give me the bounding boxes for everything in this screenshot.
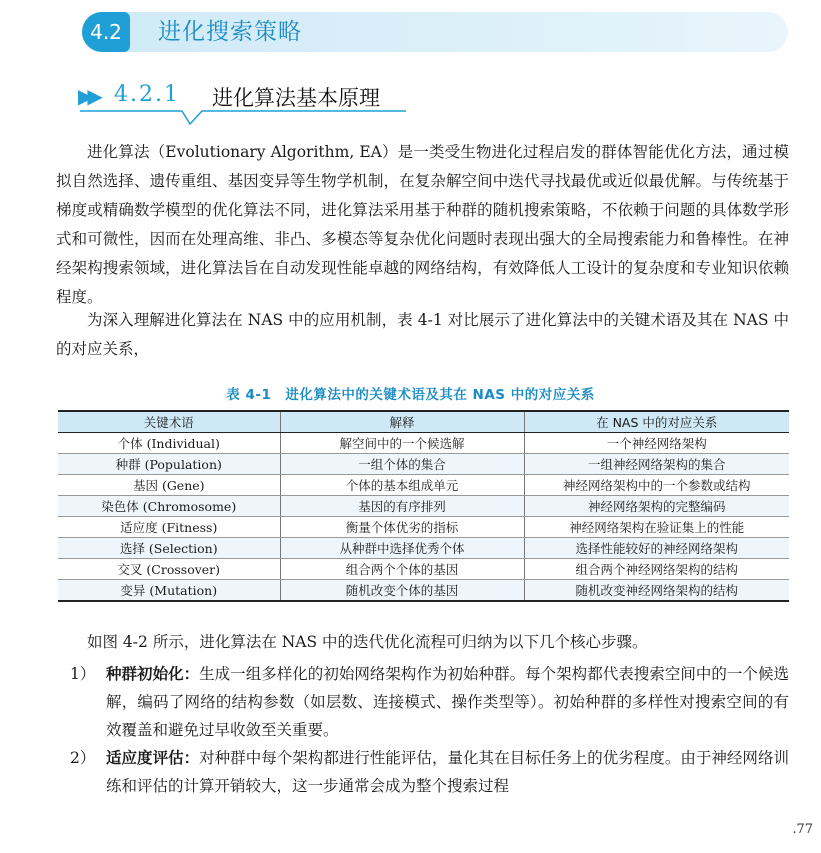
- step-index: 1）: [70, 665, 96, 683]
- step-term: 种群初始化：: [106, 665, 200, 683]
- double-arrow-icon: ▶▶: [78, 84, 97, 108]
- table-cell: 一组神经网络架构的集合: [524, 454, 789, 475]
- step-term: 适应度评估：: [106, 749, 200, 767]
- step-text: 对种群中每个架构都进行性能评估，量化其在目标任务上的优劣程度。由于神经网络训练和评估的计算开销较大，这一步通常会成为整个搜索过程: [106, 749, 789, 795]
- subsection-header: [78, 80, 408, 128]
- terms-table: [58, 410, 789, 602]
- section-number-badge: 4.2: [82, 12, 130, 52]
- table-row: [58, 496, 789, 517]
- table-cell: 从种群中选择优秀个体: [280, 538, 524, 559]
- table-cell: 选择性能较好的神经网络架构: [524, 538, 789, 559]
- table-cell: 基因的有序排列: [280, 496, 524, 517]
- paragraph-ea-intro: 进化算法（Evolutionary Algorithm, EA）是一类受生物进化过程启发的群体智能优化方法，通过模拟自然选择、遗传重组、基因变异等生物学机制，在复杂解空间中迭代寻找最优或近似最优解。与传统基于梯度或精确数学模型的优化算法不同，进化算法采用基于种群的随机搜索策略，不依赖于问题的具体数学形式和可微性，因而在处理高维、非凸、多模态等复杂优化问题时表现出强大的全局搜索能力和鲁棒性。在神经架构搜索领域，进化算法旨在自动发现性能卓越的网络结构，有效降低人工设计的复杂度和专业知识依赖程度。: [56, 143, 789, 306]
- table-cell: 染色体 (Chromosome): [58, 496, 280, 517]
- table-cell: 随机改变神经网络架构的结构: [524, 580, 789, 602]
- steps-intro: 如图 4-2 所示，进化算法在 NAS 中的迭代优化流程可归纳为以下几个核心步骤。: [87, 633, 648, 651]
- table-cell: 解空间中的一个候选解: [280, 433, 524, 454]
- step-body: [106, 660, 789, 744]
- table-cell: 随机改变个体的基因: [280, 580, 524, 602]
- column-header: 在 NAS 中的对应关系: [524, 411, 789, 433]
- table-cell: 一个神经网络架构: [524, 433, 789, 454]
- subsection-number: 4.2.1: [114, 82, 180, 107]
- step-index: 2）: [70, 749, 96, 767]
- step-text: 生成一组多样化的初始网络架构作为初始种群。每个架构都代表搜索空间中的一个候选解，编码了网络的结构参数（如层数、连接模式、操作类型等）。初始种群的多样性对搜索空间的有效覆盖和避免过早收敛至关重要。: [106, 665, 789, 739]
- table-cell: 个体 (Individual): [58, 433, 280, 454]
- column-header: 解释: [280, 411, 524, 433]
- table-row: [58, 580, 789, 602]
- table-cell: 神经网络架构在验证集上的性能: [524, 517, 789, 538]
- table-cell: 衡量个体优劣的指标: [280, 517, 524, 538]
- table-cell: 一组个体的集合: [280, 454, 524, 475]
- table-header-row: [58, 411, 789, 433]
- table-cell: 组合两个个体的基因: [280, 559, 524, 580]
- table-row: [58, 433, 789, 454]
- table-cell: 变异 (Mutation): [58, 580, 280, 602]
- section-title: 进化搜索策略: [158, 19, 302, 45]
- step-item: [64, 660, 789, 744]
- table-cell: 个体的基本组成单元: [280, 475, 524, 496]
- table-cell: 组合两个神经网络架构的结构: [524, 559, 789, 580]
- table-row: [58, 559, 789, 580]
- table-cell: 适应度 (Fitness): [58, 517, 280, 538]
- table-caption: 表 4-1 进化算法中的关键术语及其在 NAS 中的对应关系: [226, 387, 595, 403]
- column-header: 关键术语: [58, 411, 280, 433]
- subsection-title: 进化算法基本原理: [212, 86, 380, 110]
- table-cell: 交叉 (Crossover): [58, 559, 280, 580]
- step-body: [106, 744, 789, 800]
- table-cell: 种群 (Population): [58, 454, 280, 475]
- step-item: [64, 744, 789, 800]
- table-row: [58, 454, 789, 475]
- paragraph-table-intro: 为深入理解进化算法在 NAS 中的应用机制，表 4-1 对比展示了进化算法中的关键术语及其在 NAS 中的对应关系，: [56, 311, 789, 358]
- table-cell: 神经网络架构中的一个参数或结构: [524, 475, 789, 496]
- table-cell: 选择 (Selection): [58, 538, 280, 559]
- table-row: [58, 517, 789, 538]
- table-cell: 神经网络架构的完整编码: [524, 496, 789, 517]
- table-row: [58, 538, 789, 559]
- table-cell: 基因 (Gene): [58, 475, 280, 496]
- table-row: [58, 475, 789, 496]
- page-number: .77: [792, 822, 813, 837]
